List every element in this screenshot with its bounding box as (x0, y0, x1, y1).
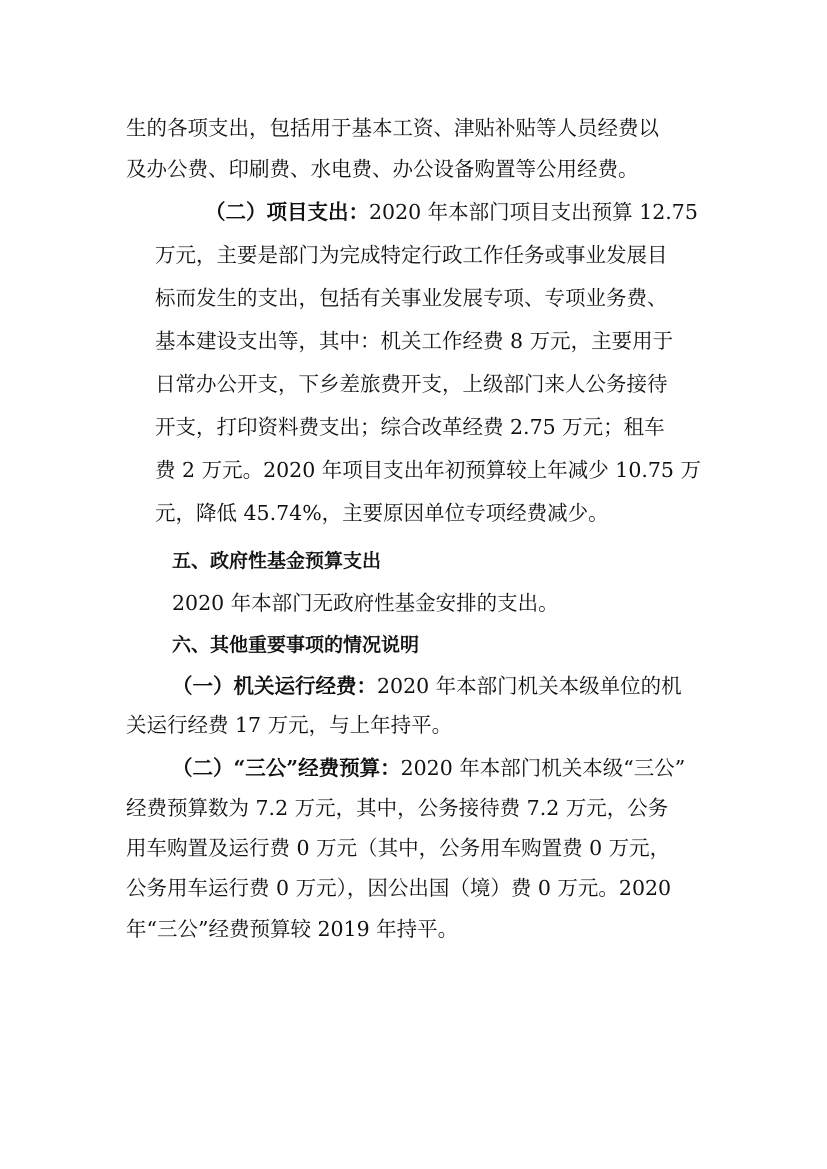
paragraph-line: 及办公费、印刷费、水电费、办公设备购置等公用经费。 (126, 157, 639, 181)
three-public-text: 2020 年本部门机关本级“三公” (400, 756, 686, 780)
paragraph-line: 日常办公开支，下乡差旅费开支，上级部门来人公务接待 (155, 372, 668, 396)
operating-expense-label: （一）机关运行经费： (172, 674, 377, 698)
paragraph-line: 费 2 万元。2020 年项目支出年初预算较上年减少 10.75 万 (155, 458, 701, 482)
three-public-label: （二）“三公”经费预算： (172, 756, 401, 780)
project-expenditure-label: （二）项目支出： (205, 200, 369, 224)
paragraph-line: 标而发生的支出，包括有关事业发展专项、专项业务费、 (155, 286, 668, 310)
section-heading-government-fund: 五、政府性基金预算支出 (172, 550, 382, 572)
paragraph-line: 关运行经费 17 万元，与上年持平。 (126, 713, 453, 737)
operating-expense-first-line (172, 674, 682, 698)
operating-expense-text: 2020 年本部门机关本级单位的机 (377, 674, 682, 698)
paragraph-line: 公务用车运行费 0 万元），因公出国（境）费 0 万元。2020 (126, 876, 672, 900)
project-expenditure-text: 2020 年本部门项目支出预算 12.75 (369, 200, 698, 224)
paragraph-line: 元，降低 45.74%，主要原因单位专项经费减少。 (155, 501, 609, 525)
paragraph-line: 万元，主要是部门为完成特定行政工作任务或事业发展目 (155, 243, 668, 267)
three-public-first-line (172, 756, 685, 780)
section-heading-other-matters: 六、其他重要事项的情况说明 (172, 634, 420, 656)
paragraph-line: 开支，打印资料费支出；综合改革经费 2.75 万元；租车 (155, 415, 665, 439)
paragraph-line: 2020 年本部门无政府性基金安排的支出。 (172, 591, 559, 615)
paragraph-line: 生的各项支出，包括用于基本工资、津贴补贴等人员经费以 (126, 116, 659, 140)
paragraph-line: 年“三公”经费预算较 2019 年持平。 (126, 917, 459, 941)
project-expenditure-first-line (205, 200, 698, 224)
paragraph-line: 经费预算数为 7.2 万元，其中，公务接待费 7.2 万元，公务 (126, 796, 669, 820)
paragraph-line: 基本建设支出等，其中：机关工作经费 8 万元，主要用于 (155, 329, 674, 353)
paragraph-line: 用车购置及运行费 0 万元（其中，公务用车购置费 0 万元， (126, 836, 671, 860)
